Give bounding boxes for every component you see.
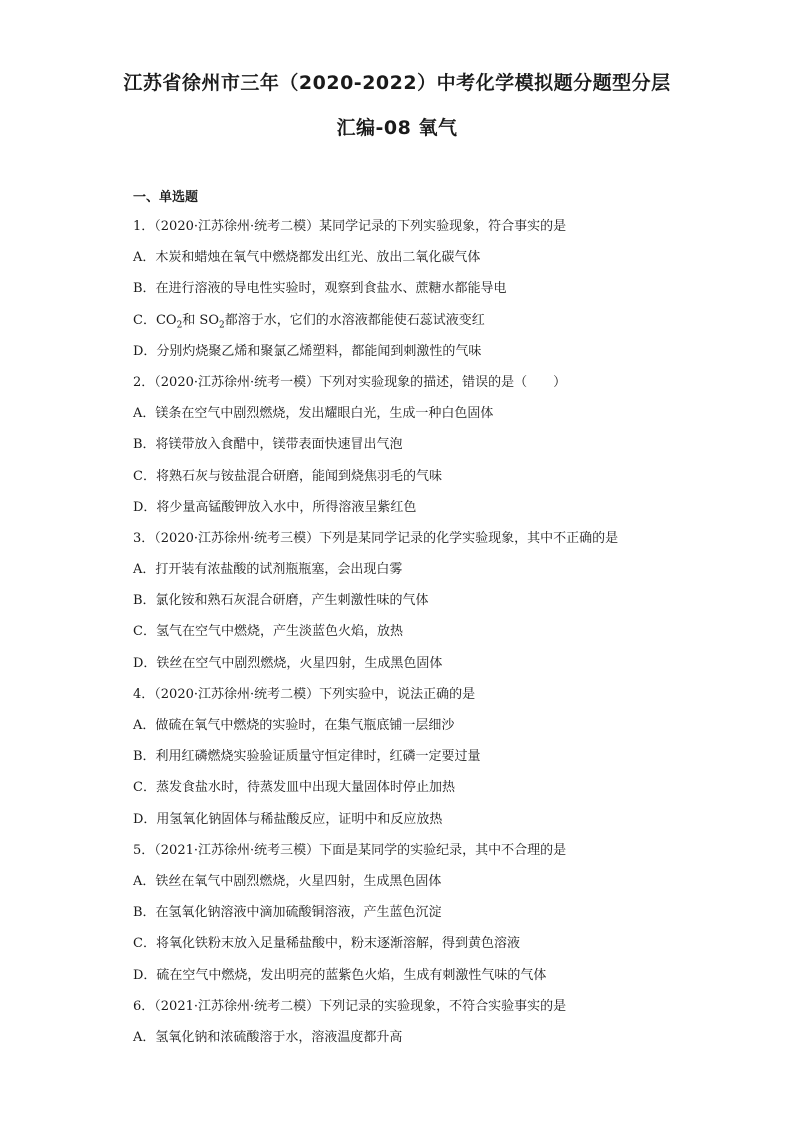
question-stem-3: 3．（2020·江苏徐州·统考三模）下列是某同学记录的化学实验现象，其中不正确的是 bbox=[133, 530, 619, 546]
option-1c-part-c: 都溶于水，它们的水溶液都能使石蕊试液变红 bbox=[224, 312, 485, 328]
question-stem-6: 6．（2021·江苏徐州·统考二模）下列记录的实验现象，不符合实验事实的是 bbox=[133, 998, 567, 1014]
option-2b: B．将镁带放入食醋中，镁带表面快速冒出气泡 bbox=[133, 437, 403, 453]
subscript-so2: 2 bbox=[219, 320, 225, 331]
option-1a: A．木炭和蜡烛在氧气中燃烧都发出红光、放出二氧化碳气体 bbox=[133, 250, 481, 266]
question-stem-2: 2．（2020·江苏徐州·统考一模）下列对实验现象的描述，错误的是（ ） bbox=[133, 374, 567, 390]
option-5c: C．将氧化铁粉末放入足量稀盐酸中，粉末逐渐溶解，得到黄色溶液 bbox=[133, 936, 520, 952]
option-4a: A．做硫在氧气中燃烧的实验时，在集气瓶底铺一层细沙 bbox=[133, 718, 455, 733]
document-title-line-1: 江苏省徐州市三年（2020-2022）中考化学模拟题分题型分层 bbox=[123, 72, 671, 94]
option-5b: B．在氢氧化钠溶液中滴加硫酸铜溶液，产生蓝色沉淀 bbox=[133, 905, 442, 921]
document-title-line-2: 汇编-08 氧气 bbox=[336, 117, 458, 139]
option-2c: C．将熟石灰与铵盐混合研磨，能闻到烧焦羽毛的气味 bbox=[133, 468, 442, 484]
option-5d: D．硫在空气中燃烧，发出明亮的蓝紫色火焰，生成有刺激性气味的气体 bbox=[133, 967, 547, 983]
option-3b: B．氯化铵和熟石灰混合研磨，产生刺激性味的气体 bbox=[133, 593, 429, 609]
option-4b: B．利用红磷燃烧实验验证质量守恒定律时，红磷一定要过量 bbox=[133, 749, 481, 765]
question-list bbox=[133, 185, 693, 1053]
option-1c bbox=[133, 305, 693, 336]
option-2a: A．镁条在空气中剧烈燃烧，发出耀眼白光，生成一种白色固体 bbox=[133, 406, 494, 422]
option-6a: A．氢氧化钠和浓硫酸溶于水，溶液温度都升高 bbox=[133, 1029, 403, 1045]
section-heading: 一、单选题 bbox=[133, 190, 199, 205]
option-3c: C．氢气在空气中燃烧，产生淡蓝色火焰，放热 bbox=[133, 624, 403, 640]
option-2d: D．将少量高锰酸钾放入水中，所得溶液呈紫红色 bbox=[133, 499, 417, 515]
option-1d: D．分别灼烧聚乙烯和聚氯乙烯塑料，都能闻到刺激性的气味 bbox=[133, 343, 482, 359]
question-stem-1: 1．（2020·江苏徐州·统考二模）某同学记录的下列实验现象，符合事实的是 bbox=[133, 219, 567, 234]
question-stem-5: 5．（2021·江苏徐州·统考三模）下面是某同学的实验纪录，其中不合理的是 bbox=[133, 842, 567, 858]
option-4c: C．蒸发食盐水时，待蒸发皿中出现大量固体时停止加热 bbox=[133, 780, 455, 796]
option-1c-part-a: C．CO bbox=[133, 312, 177, 328]
option-1c-part-b: 和 SO bbox=[182, 312, 219, 328]
subscript-co2: 2 bbox=[176, 320, 183, 331]
option-3a: A．打开装有浓盐酸的试剂瓶瓶塞，会出现白雾 bbox=[133, 562, 403, 578]
option-4d: D．用氢氧化钠固体与稀盐酸反应，证明中和反应放热 bbox=[133, 811, 443, 827]
option-3d: D．铁丝在空气中剧烈燃烧，火星四射，生成黑色固体 bbox=[133, 655, 443, 671]
option-5a: A．铁丝在氧气中剧烈燃烧，火星四射，生成黑色固体 bbox=[133, 873, 442, 889]
option-1b: B．在进行溶液的导电性实验时，观察到食盐水、蔗糖水都能导电 bbox=[133, 281, 507, 297]
question-stem-4: 4．（2020·江苏徐州·统考二模）下列实验中，说法正确的是 bbox=[133, 686, 476, 702]
